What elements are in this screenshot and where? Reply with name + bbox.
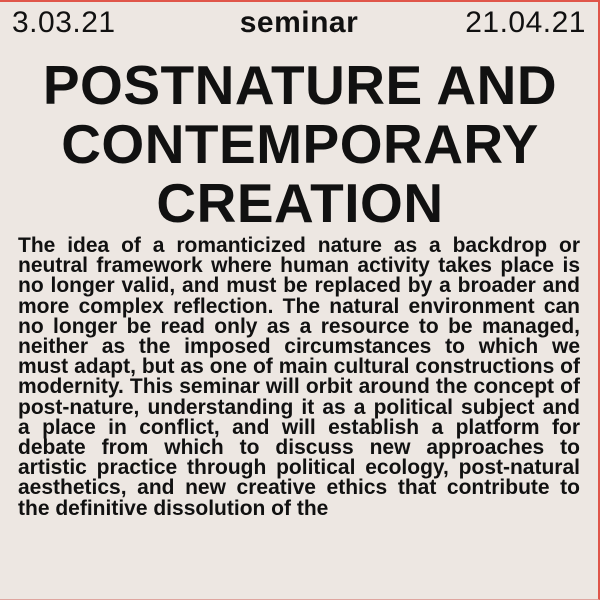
seminar-description: The idea of a romanticized nature as a backdrop or neutral framework where human activity takes place is no longer valid, and must be replaced by a broader and more complex reflection. The natural environment can no longer be read only as a resource to be managed, neither as the imposed circumstances to which we must adapt, but as one of main cultural constructions of modernity. This seminar will orbit around the concept of post-nature, understanding it as a political subject and a place in conflict, and will establish a platform for debate from which to discuss new approaches to artistic practice through political ecology, post-natural aesthetics, and new creative ethics that contribute to the definitive dissolution of the bbox=[18, 236, 580, 520]
event-type-label: seminar bbox=[239, 6, 359, 39]
end-date: 21.04.21 bbox=[465, 6, 586, 39]
poster-header bbox=[12, 6, 586, 44]
start-date: 3.03.21 bbox=[12, 6, 116, 39]
poster-title: POSTNATURE AND CONTEMPORARY CREATION bbox=[42, 54, 558, 234]
